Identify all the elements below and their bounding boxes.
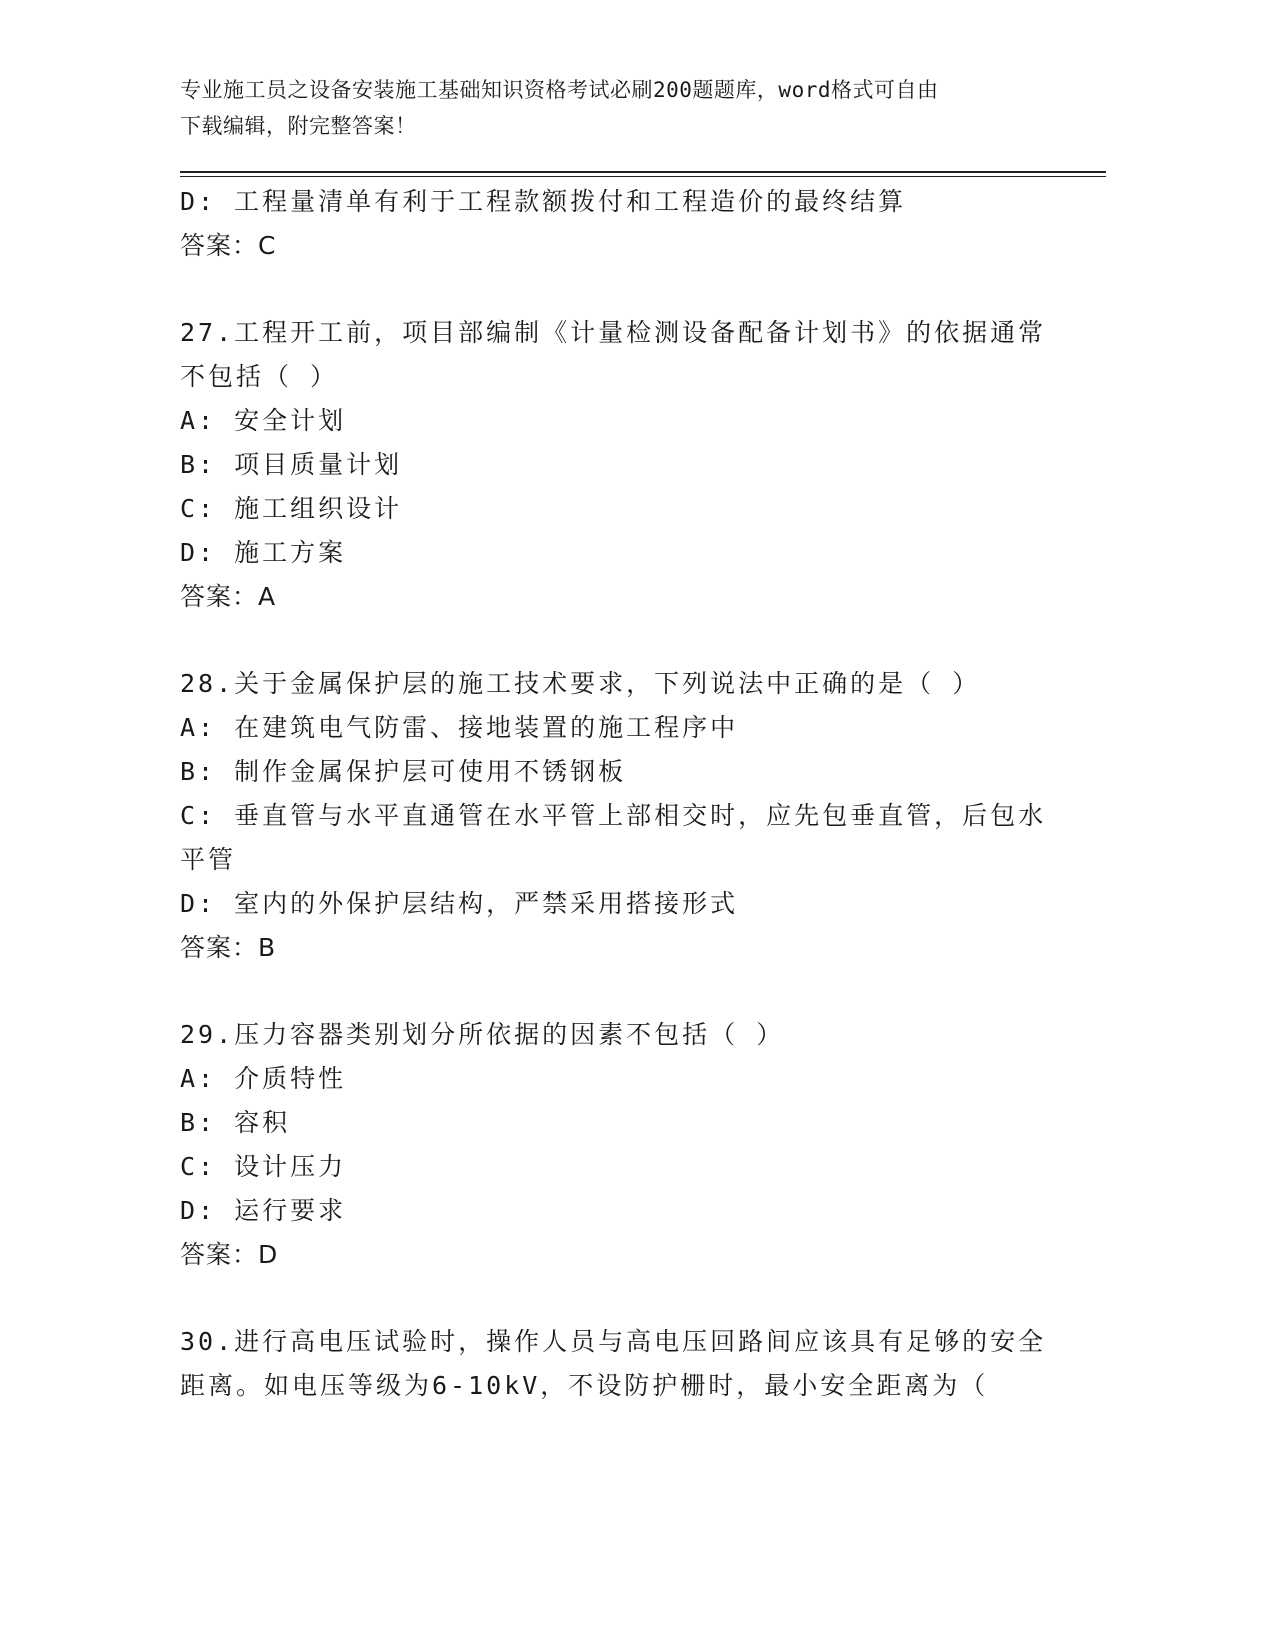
answer-line: 答案：D [180,1240,279,1269]
answer-line: 答案：C [180,231,277,260]
option-a: A: 安全计划 [180,406,347,435]
answer-line: 答案：A [180,582,277,611]
header-line-2: 下载编辑，附完整答案！ [180,114,417,138]
question-28 [180,662,1047,970]
option-c-continued: 平管 [180,845,237,874]
option-d: D: 工程量清单有利于工程款额拨付和工程造价的最终结算 [180,187,907,216]
header-line-1: 专业施工员之设备安装施工基础知识资格考试必刷200题题库，word格式可自由 [180,78,939,102]
question-stem: 30.进行高电压试验时，操作人员与高电压回路间应该具有足够的安全 [180,1327,1047,1356]
option-d: D: 室内的外保护层结构，严禁采用搭接形式 [180,889,739,918]
question-stem-continued: 不包括（ ） [180,362,339,391]
option-c: C: 设计压力 [180,1152,347,1181]
option-b: B: 容积 [180,1108,291,1137]
spacer [180,970,1040,1013]
document-body [180,180,1047,1408]
option-c: C: 垂直管与水平直通管在水平管上部相交时，应先包垂直管，后包水 [180,801,1047,830]
spacer [180,619,1040,662]
answer-line: 答案：B [180,933,277,962]
option-d: D: 施工方案 [180,538,347,567]
option-c: C: 施工组织设计 [180,494,403,523]
spacer [180,268,1040,311]
option-a: A: 在建筑电气防雷、接地装置的施工程序中 [180,713,739,742]
question-30 [180,1320,1047,1408]
question-stem: 29.压力容器类别划分所依据的因素不包括（ ） [180,1020,785,1049]
option-b: B: 制作金属保护层可使用不锈钢板 [180,757,627,786]
question-29 [180,1013,1040,1277]
header-rule-thick [180,171,1106,173]
document-header [180,72,1060,144]
question-stem: 28.关于金属保护层的施工技术要求，下列说法中正确的是（ ） [180,669,981,698]
question-26-tail [180,180,1040,268]
spacer [180,1277,1040,1320]
question-27 [180,311,1047,619]
option-b: B: 项目质量计划 [180,450,403,479]
option-a: A: 介质特性 [180,1064,347,1093]
header-rule-thin [180,176,1106,177]
question-stem-continued: 距离。如电压等级为6-10kV，不设防护栅时，最小安全距离为（ [180,1371,989,1400]
option-d: D: 运行要求 [180,1196,347,1225]
question-stem: 27.工程开工前，项目部编制《计量检测设备配备计划书》的依据通常 [180,318,1047,347]
